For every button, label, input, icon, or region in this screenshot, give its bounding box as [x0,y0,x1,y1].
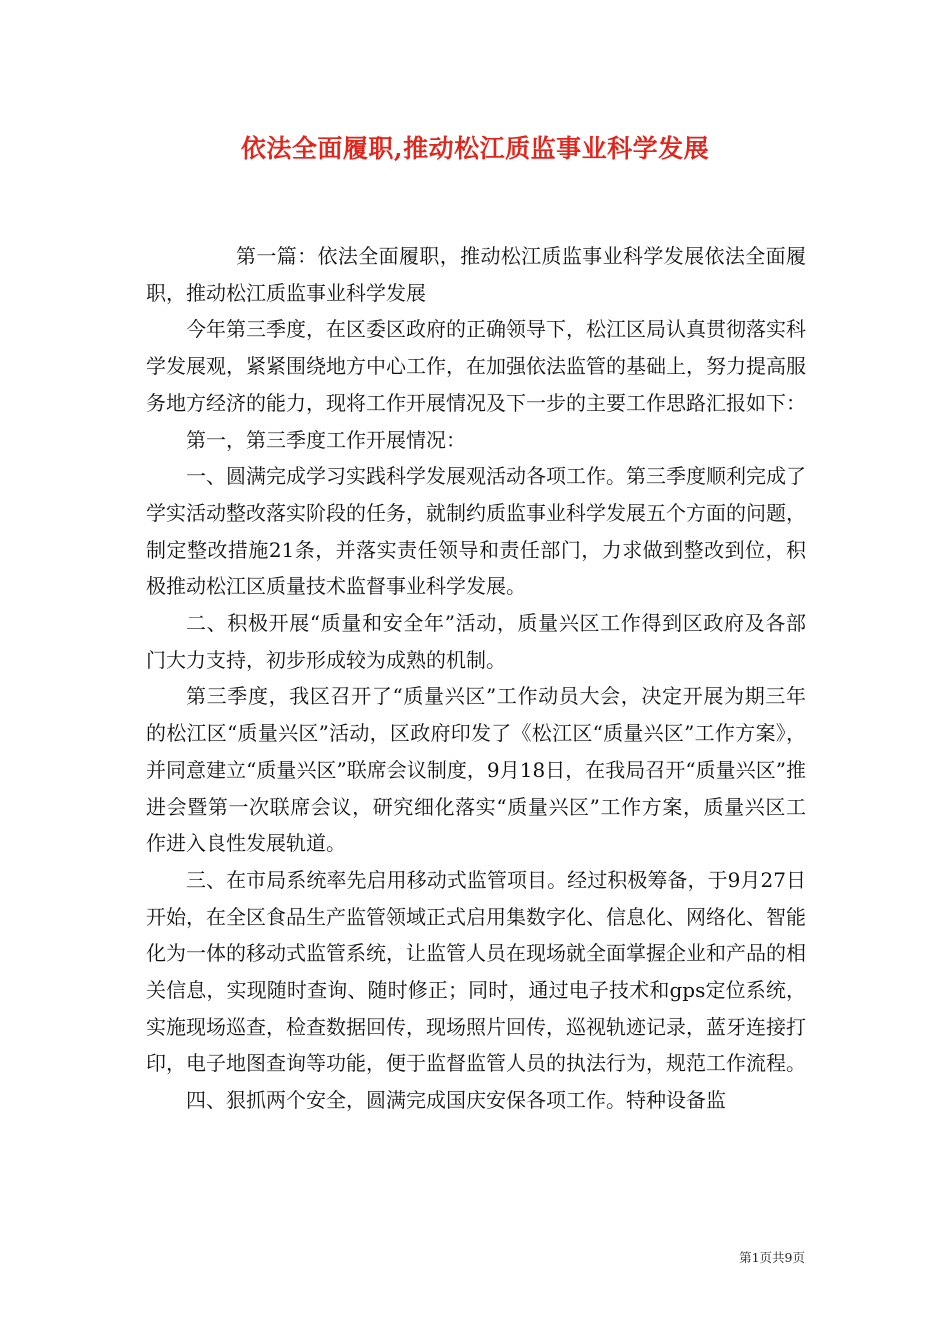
document-title: 依法全面履职,推动松江质监事业科学发展 [240,134,710,163]
paragraph-item-2-detail: 第三季度，我区召开了“质量兴区”工作动员大会，决定开展为期三年的松江区“质量兴区”活动，区政府印发了《松江区“质量兴区”工作方案》，并同意建立“质量兴区”联席会议制度，9月18日，在我局召开“质量兴区”推进会暨第一次联席会议，研究细化落实“质量兴区”工作方案，质量兴区工作进入良性发展轨道。 [146,684,806,856]
paragraph-item-2: 二、积极开展“质量和安全年”活动，质量兴区工作得到区政府及各部门大力支持，初步形成较为成熟的机制。 [146,611,806,672]
paragraph-section-heading: 第一，第三季度工作开展情况： [186,427,466,452]
page-number: 第1页共9页 [739,1250,805,1265]
paragraph-intro: 第一篇：依法全面履职，推动松江质监事业科学发展依法全面履职，推动松江质监事业科学发展 [146,244,806,305]
document-body [146,238,806,1119]
paragraph-item-4: 四、狠抓两个安全，圆满完成国庆安保各项工作。特种设备监 [186,1088,726,1113]
paragraph-item-1: 一、圆满完成学习实践科学发展观活动各项工作。第三季度顺利完成了学实活动整改落实阶段的任务，就制约质监事业科学发展五个方面的问题，制定整改措施21条，并落实责任领导和责任部门，力求做到整改到位，积极推动松江区质量技术监督事业科学发展。 [146,464,806,599]
paragraph-item-3: 三、在市局系统率先启用移动式监管项目。经过积极筹备，于9月27日开始，在全区食品生产监管领域正式启用集数字化、信息化、网络化、智能化为一体的移动式监管系统，让监管人员在现场就全面掌握企业和产品的相关信息，实现随时查询、随时修正；同时，通过电子技术和gps定位系统，实施现场巡查，检查数据回传，现场照片回传，巡视轨迹记录，蓝牙连接打印，电子地图查询等功能，便于监督监管人员的执法行为，规范工作流程。 [146,867,806,1076]
paragraph-summary: 今年第三季度，在区委区政府的正确领导下，松江区局认真贯彻落实科学发展观，紧紧围绕地方中心工作，在加强依法监管的基础上，努力提高服务地方经济的能力，现将工作开展情况及下一步的主要工作思路汇报如下： [146,317,806,415]
